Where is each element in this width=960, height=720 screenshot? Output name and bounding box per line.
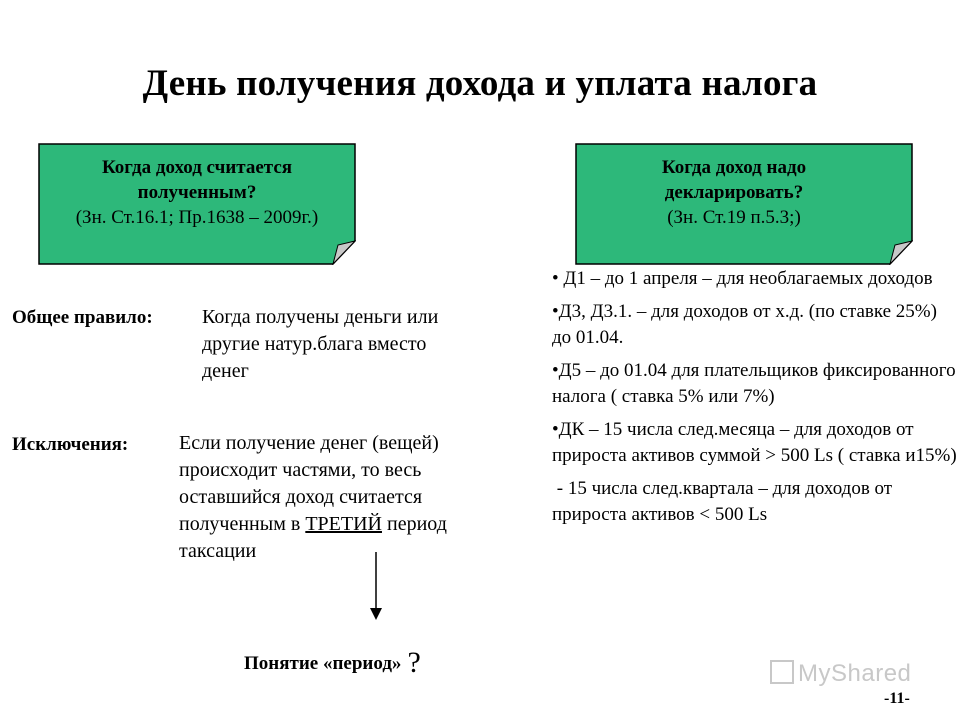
note-box-heading-line2: полученным? [137,182,257,203]
list-item: •Д5 – до 01.04 для плательщиков фиксированного налога ( ставка 5% или 7%) [552,360,956,407]
note-box-heading-line1: Когда доход надо [661,157,807,178]
exceptions-line [179,511,447,538]
watermark-logo [770,660,911,688]
note-box-heading-line2: декларировать? [664,182,804,203]
note-box-reference: (Зн. Ст.19 п.5.3;) [667,207,801,228]
general-rule-line: денег [202,360,249,382]
watermark-text: MyShared [798,660,912,687]
note-box-when-received [38,143,356,265]
note-box-reference: (Зн. Ст.16.1; Пр.1638 – 2009г.) [75,207,319,228]
deadline-list [552,266,957,535]
list-item: - 15 числа след.квартала – для доходов от прироста активов < 500 Ls [552,478,897,525]
page-number: -11- [884,690,910,707]
exceptions-line: Если получение денег (вещей) [179,432,439,454]
general-rule-label: Общее правило: [12,307,153,328]
exceptions-line-prefix: полученным в [179,513,306,535]
period-concept-text: Понятие «период» [244,653,402,674]
list-item: • Д1 – до 1 апреля – для необлагаемых доходов [552,268,933,289]
exceptions-label: Исключения: [12,434,129,455]
list-item: •Д3, Д3.1. – для доходов от х.д. (по ставке 25%) до 01.04. [552,301,937,348]
slide-title: День получения дохода и уплата налога [142,63,818,104]
note-box-when-declare [575,143,913,265]
third-period-underlined: ТРЕТИЙ [305,513,382,535]
list-item: •ДК – 15 числа след.месяца – для доходов от прироста активов суммой > 500 Ls ( ставка и15%) [552,419,957,466]
general-rule-line: другие натур.блага вместо [202,333,427,355]
exceptions-line: оставшийся доход считается [179,486,423,508]
exceptions-text [179,430,447,565]
watermark-icon [770,660,794,684]
period-concept-question: ? [407,646,421,679]
general-rule-text [202,304,438,385]
exceptions-line-suffix: период [381,513,447,535]
note-box-heading-line1: Когда доход считается [101,157,293,178]
down-arrow-icon [366,552,386,622]
general-rule-line: Когда получены деньги или [202,306,439,328]
exceptions-line: происходит частями, то весь [179,459,422,481]
period-concept [244,646,421,680]
exceptions-line: таксации [179,540,257,562]
